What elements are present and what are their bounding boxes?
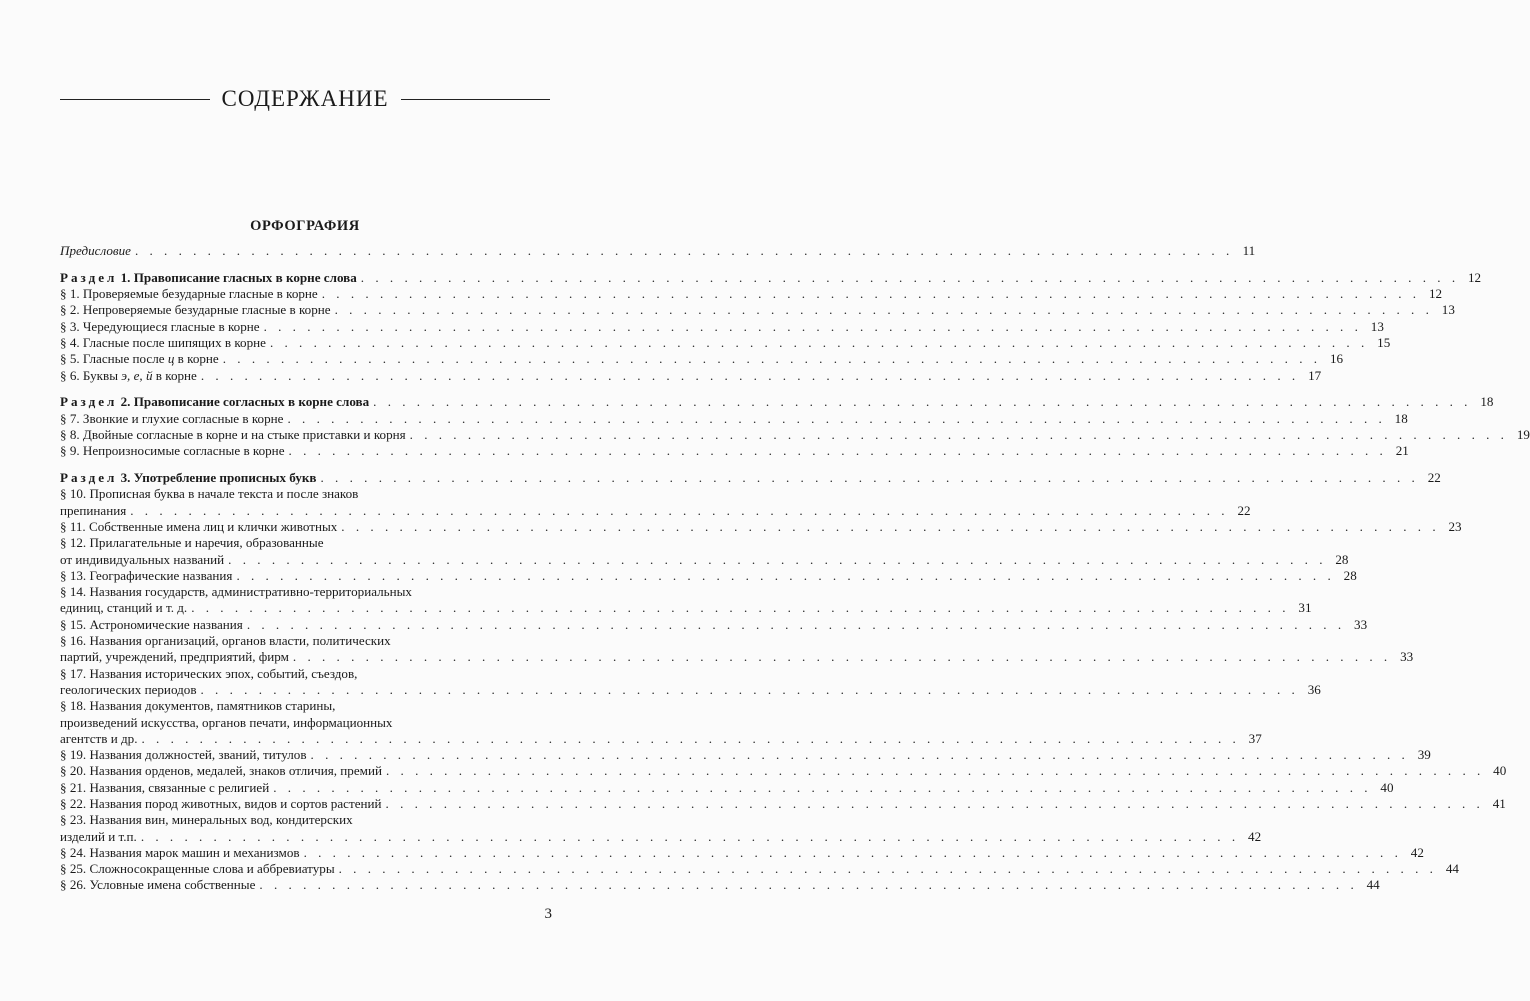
- toc-entry-text: § 10. Прописная буква в начале текста и после знаков: [60, 486, 359, 502]
- page-ref: 16: [1329, 351, 1344, 367]
- dot-leader: . . . . . . . . . . . . . . . . . . . . . . . . . . . . . . . . . . . . . . . . . . . . . . . . . . . . . . . . . . . . . . . . . . . . . . . . . . . .: [134, 243, 1234, 258]
- dot-leader: . . . . . . . . . . . . . . . . . . . . . . . . . . . . . . . . . . . . . . . . . . . . . . . . . . . . . . . . . . . . . . . . . . . . . . . . . . . .: [191, 600, 1290, 616]
- toc-entry-text: § 16. Названия организаций, органов власти, политических: [60, 633, 391, 649]
- toc-entry-text: § 11. Собственные имена лиц и клички животных: [60, 518, 338, 534]
- toc-entry-s15[interactable]: [60, 616, 1368, 633]
- toc-entry-text-cont: партий, учреждений, предприятий, фирм: [60, 649, 289, 665]
- dot-leader: . . . . . . . . . . . . . . . . . . . . . . . . . . . . . . . . . . . . . . . . . . . . . . . . . . . . . . . . . . . . . . . . . . . . . . . . . . . .: [236, 567, 1335, 583]
- toc-entry-s3[interactable]: [60, 318, 1384, 335]
- razdel-label: Раздел: [60, 394, 118, 410]
- page-ref: 40: [1493, 763, 1507, 779]
- toc-entry-text: Предисловие: [60, 243, 131, 258]
- toc-entry-text: § 9. Непроизносимые согласные в корне: [60, 443, 285, 459]
- toc-entry-s9[interactable]: [60, 443, 1409, 459]
- toc-entry-s10[interactable]: [60, 486, 1251, 519]
- toc-entry-s24[interactable]: [60, 844, 1424, 861]
- toc-entry-s18[interactable]: [60, 698, 1262, 747]
- page-ref: 36: [1307, 681, 1321, 697]
- page-ref: 11: [1242, 243, 1256, 258]
- page-ref: 33: [1354, 616, 1368, 632]
- dot-leader: . . . . . . . . . . . . . . . . . . . . . . . . . . . . . . . . . . . . . . . . . . . . . . . . . . . . . . . . . . . . . . . . . . . . . . . . . . . .: [287, 410, 1386, 426]
- page-ref: 28: [1343, 567, 1357, 583]
- toc-entry-text: § 8. Двойные согласные в корне и на стыке приставки и корня: [60, 426, 406, 442]
- contents-header: [60, 86, 550, 112]
- toc-entry-text: § 3. Чередующиеся гласные в корне: [60, 318, 260, 334]
- dot-leader: . . . . . . . . . . . . . . . . . . . . . . . . . . . . . . . . . . . . . . . . . . . . . . . . . . . . . . . . . . . . . . . . . . . . . . . . . . . .: [200, 681, 1299, 697]
- dot-leader: . . . . . . . . . . . . . . . . . . . . . . . . . . . . . . . . . . . . . . . . . . . . . . . . . . . . . . . . . . . . . . . . . . . . . . . . . . . .: [288, 443, 1387, 459]
- toc-entry-s20[interactable]: [60, 763, 1507, 779]
- page-ref: 40: [1380, 779, 1394, 795]
- dot-leader: . . . . . . . . . . . . . . . . . . . . . . . . . . . . . . . . . . . . . . . . . . . . . . . . . . . . . . . . . . . . . . . . . . . . . . . . . . . .: [341, 518, 1440, 534]
- toc-entry-text: § 25. Сложносокращенные слова и аббревиатуры: [60, 861, 335, 877]
- page-ref: 21: [1395, 443, 1409, 459]
- dot-leader: . . . . . . . . . . . . . . . . . . . . . . . . . . . . . . . . . . . . . . . . . . . . . . . . . . . . . . . . . . . . . . . . . . . . . . . . . . . .: [140, 828, 1240, 844]
- toc-entry-text: § 5. Гласные после ц в корне: [60, 351, 219, 367]
- toc-entry-text: § 6. Буквы э, е, й в корне: [60, 367, 197, 383]
- toc-entry-text: § 13. Географические названия: [60, 567, 233, 583]
- toc-entry-text: § 12. Прилагательные и наречия, образованные: [60, 535, 324, 551]
- toc-entry-text-cont: изделий и т.п.: [60, 828, 137, 844]
- page-ref: 39: [1417, 747, 1431, 763]
- page-ref: 44: [1445, 861, 1459, 877]
- dot-leader: . . . . . . . . . . . . . . . . . . . . . . . . . . . . . . . . . . . . . . . . . . . . . . . . . . . . . . . . . . . . . . . . . . . . . . . . . . . .: [385, 763, 1485, 779]
- toc-entry-text: § 19. Названия должностей, званий, титулов: [60, 747, 307, 763]
- toc-entry-s7[interactable]: [60, 410, 1408, 427]
- header-rule-left: [60, 99, 210, 100]
- toc-entry-text: § 4. Гласные после шипящих в корне: [60, 334, 266, 350]
- toc-entry-s23[interactable]: [60, 812, 1262, 845]
- toc-entry-text: § 20. Названия орденов, медалей, знаков отличия, премий: [60, 763, 382, 779]
- toc-razdel-2[interactable]: [60, 394, 1494, 410]
- toc-entry-text: § 15. Астрономические названия: [60, 616, 243, 632]
- toc-entry-s8[interactable]: [60, 426, 1530, 443]
- page-ref: 22: [1427, 470, 1441, 486]
- dot-leader: . . . . . . . . . . . . . . . . . . . . . . . . . . . . . . . . . . . . . . . . . . . . . . . . . . . . . . . . . . . . . . . . . . . . . . . . . . . .: [320, 470, 1419, 486]
- dot-leader: . . . . . . . . . . . . . . . . . . . . . . . . . . . . . . . . . . . . . . . . . . . . . . . . . . . . . . . . . . . . . . . . . . . . . . . . . . . .: [141, 730, 1240, 746]
- toc-entry-text-cont: от индивидуальных названий: [60, 551, 225, 567]
- toc-entry-s19[interactable]: [60, 747, 1431, 763]
- dot-leader: . . . . . . . . . . . . . . . . . . . . . . . . . . . . . . . . . . . . . . . . . . . . . . . . . . . . . . . . . . . . . . . . . . . . . . . . . . . .: [385, 796, 1484, 811]
- dot-leader: . . . . . . . . . . . . . . . . . . . . . . . . . . . . . . . . . . . . . . . . . . . . . . . . . . . . . . . . . . . . . . . . . . . . . . . . . . . .: [303, 844, 1402, 860]
- toc-entry-preface[interactable]: [60, 243, 1256, 259]
- toc-entry-s17[interactable]: [60, 665, 1321, 699]
- table-of-contents: [60, 243, 1530, 894]
- toc-entry-text: § 17. Названия исторических эпох, событий, съездов,: [60, 665, 358, 681]
- page-ref: 18: [1480, 394, 1494, 410]
- page-ref: 17: [1308, 367, 1322, 383]
- dot-leader: . . . . . . . . . . . . . . . . . . . . . . . . . . . . . . . . . . . . . . . . . . . . . . . . . . . . . . . . . . . . . . . . . . . . . . . . . . . .: [334, 302, 1433, 318]
- toc-razdel-1[interactable]: [60, 269, 1482, 286]
- page-ref: 37: [1248, 730, 1262, 746]
- page-ref: 42: [1248, 828, 1262, 844]
- toc-entry-text-cont: единиц, станций и т. д.: [60, 600, 188, 616]
- page-ref: 28: [1335, 551, 1349, 567]
- dot-leader: . . . . . . . . . . . . . . . . . . . . . . . . . . . . . . . . . . . . . . . . . . . . . . . . . . . . . . . . . . . . . . . . . . . . . . . . . . . .: [409, 426, 1508, 442]
- page-ref: 42: [1410, 844, 1424, 860]
- toc-entry-text: § 22. Названия пород животных, видов и сортов растений: [60, 796, 382, 811]
- toc-entry-s4[interactable]: [60, 334, 1391, 351]
- dot-leader: . . . . . . . . . . . . . . . . . . . . . . . . . . . . . . . . . . . . . . . . . . . . . . . . . . . . . . . . . . . . . . . . . . . . . . . . . . . .: [338, 861, 1437, 877]
- page-ref: 15: [1377, 334, 1391, 350]
- section-title: ОРФОГРАФИЯ: [250, 218, 360, 234]
- dot-leader: . . . . . . . . . . . . . . . . . . . . . . . . . . . . . . . . . . . . . . . . . . . . . . . . . . . . . . . . . . . . . . . . . . . . . . . . . . . .: [292, 649, 1392, 665]
- dot-leader: . . . . . . . . . . . . . . . . . . . . . . . . . . . . . . . . . . . . . . . . . . . . . . . . . . . . . . . . . . . . . . . . . . . . . . . . . . . .: [373, 394, 1472, 410]
- toc-entry-text-cont: препинания: [60, 502, 127, 518]
- toc-entry-s12[interactable]: [60, 535, 1349, 568]
- dot-leader: . . . . . . . . . . . . . . . . . . . . . . . . . . . . . . . . . . . . . . . . . . . . . . . . . . . . . . . . . . . . . . . . . . . . . . . . . . . .: [310, 747, 1409, 763]
- page-ref: 33: [1400, 649, 1414, 665]
- toc-entry-s11[interactable]: [60, 518, 1462, 535]
- toc-entry-s13[interactable]: [60, 567, 1357, 584]
- toc-entry-text-cont: произведений искусства, органов печати, информационных: [60, 714, 393, 730]
- toc-entry-s16[interactable]: [60, 633, 1414, 666]
- toc-entry-s22[interactable]: [60, 796, 1506, 812]
- toc-razdel-3[interactable]: [60, 470, 1441, 486]
- page-number: 3: [544, 906, 552, 922]
- dot-leader: . . . . . . . . . . . . . . . . . . . . . . . . . . . . . . . . . . . . . . . . . . . . . . . . . . . . . . . . . . . . . . . . . . . . . . . . . . . .: [321, 286, 1421, 302]
- dot-leader: . . . . . . . . . . . . . . . . . . . . . . . . . . . . . . . . . . . . . . . . . . . . . . . . . . . . . . . . . . . . . . . . . . . . . . . . . . . .: [269, 334, 1369, 350]
- toc-entry-text: § 18. Названия документов, памятников старины,: [60, 698, 336, 714]
- toc-entry-s14[interactable]: [60, 584, 1312, 617]
- toc-entry-text: § 23. Названия вин, минеральных вод, кондитерских: [60, 812, 353, 828]
- toc-entry-s6[interactable]: [60, 367, 1322, 384]
- header-rule-right: [401, 99, 551, 100]
- toc-entry-text: § 26. Условные имена собственные: [60, 877, 256, 893]
- toc-entry-text: § 2. Непроверяемые безударные гласные в корне: [60, 302, 331, 318]
- toc-entry-s26[interactable]: [60, 877, 1380, 893]
- toc-entry-s1[interactable]: [60, 286, 1443, 302]
- toc-entry-text: § 21. Названия, связанные с религией: [60, 779, 270, 795]
- page-ref: 22: [1237, 502, 1251, 518]
- page-ref: 13: [1370, 318, 1384, 334]
- dot-leader: . . . . . . . . . . . . . . . . . . . . . . . . . . . . . . . . . . . . . . . . . . . . . . . . . . . . . . . . . . . . . . . . . . . . . . . . . . . .: [259, 877, 1358, 893]
- page-ref: 41: [1492, 796, 1506, 811]
- toc-entry-text-cont: геологических периодов: [60, 681, 197, 697]
- toc-entry-text: § 1. Проверяемые безударные гласные в корне: [60, 286, 318, 302]
- razdel-title: 3. Употребление прописных букв: [117, 470, 317, 486]
- toc-entry-text-cont: агентств и др.: [60, 730, 138, 746]
- page-ref: 19: [1516, 426, 1530, 442]
- toc-entry-s5[interactable]: [60, 351, 1344, 367]
- dot-leader: . . . . . . . . . . . . . . . . . . . . . . . . . . . . . . . . . . . . . . . . . . . . . . . . . . . . . . . . . . . . . . . . . . . . . . . . . . . .: [222, 351, 1322, 367]
- dot-leader: . . . . . . . . . . . . . . . . . . . . . . . . . . . . . . . . . . . . . . . . . . . . . . . . . . . . . . . . . . . . . . . . . . . . . . . . . . . .: [200, 367, 1300, 383]
- dot-leader: . . . . . . . . . . . . . . . . . . . . . . . . . . . . . . . . . . . . . . . . . . . . . . . . . . . . . . . . . . . . . . . . . . . . . . . . . . . .: [263, 318, 1362, 334]
- page-ref: 12: [1428, 286, 1443, 302]
- dot-leader: . . . . . . . . . . . . . . . . . . . . . . . . . . . . . . . . . . . . . . . . . . . . . . . . . . . . . . . . . . . . . . . . . . . . . . . . . . . .: [360, 269, 1460, 285]
- page-ref: 18: [1394, 410, 1408, 426]
- toc-entry-s2[interactable]: [60, 302, 1455, 318]
- page-ref: 23: [1448, 518, 1462, 534]
- page-ref: 31: [1298, 600, 1312, 616]
- toc-entry-text: § 14. Названия государств, административно-территориальных: [60, 584, 412, 600]
- toc-entry-s25[interactable]: [60, 861, 1459, 877]
- razdel-title: 1. Правописание гласных в корне слова: [117, 269, 357, 285]
- page-title: СОДЕРЖАНИЕ: [221, 86, 389, 111]
- dot-leader: . . . . . . . . . . . . . . . . . . . . . . . . . . . . . . . . . . . . . . . . . . . . . . . . . . . . . . . . . . . . . . . . . . . . . . . . . . . .: [246, 616, 1346, 632]
- razdel-label: Раздел: [60, 269, 118, 285]
- page-ref: 13: [1441, 302, 1455, 318]
- toc-entry-s21[interactable]: [60, 779, 1394, 796]
- razdel-label: Раздел: [60, 470, 118, 486]
- toc-entry-text: § 7. Звонкие и глухие согласные в корне: [60, 410, 284, 426]
- dot-leader: . . . . . . . . . . . . . . . . . . . . . . . . . . . . . . . . . . . . . . . . . . . . . . . . . . . . . . . . . . . . . . . . . . . . . . . . . . . .: [228, 551, 1327, 567]
- razdel-title: 2. Правописание согласных в корне слова: [117, 394, 370, 410]
- dot-leader: . . . . . . . . . . . . . . . . . . . . . . . . . . . . . . . . . . . . . . . . . . . . . . . . . . . . . . . . . . . . . . . . . . . . . . . . . . . .: [130, 502, 1229, 518]
- dot-leader: . . . . . . . . . . . . . . . . . . . . . . . . . . . . . . . . . . . . . . . . . . . . . . . . . . . . . . . . . . . . . . . . . . . . . . . . . . . .: [273, 779, 1372, 795]
- page-ref: 44: [1366, 877, 1380, 893]
- toc-entry-text: § 24. Названия марок машин и механизмов: [60, 844, 300, 860]
- page-ref: 12: [1468, 269, 1482, 285]
